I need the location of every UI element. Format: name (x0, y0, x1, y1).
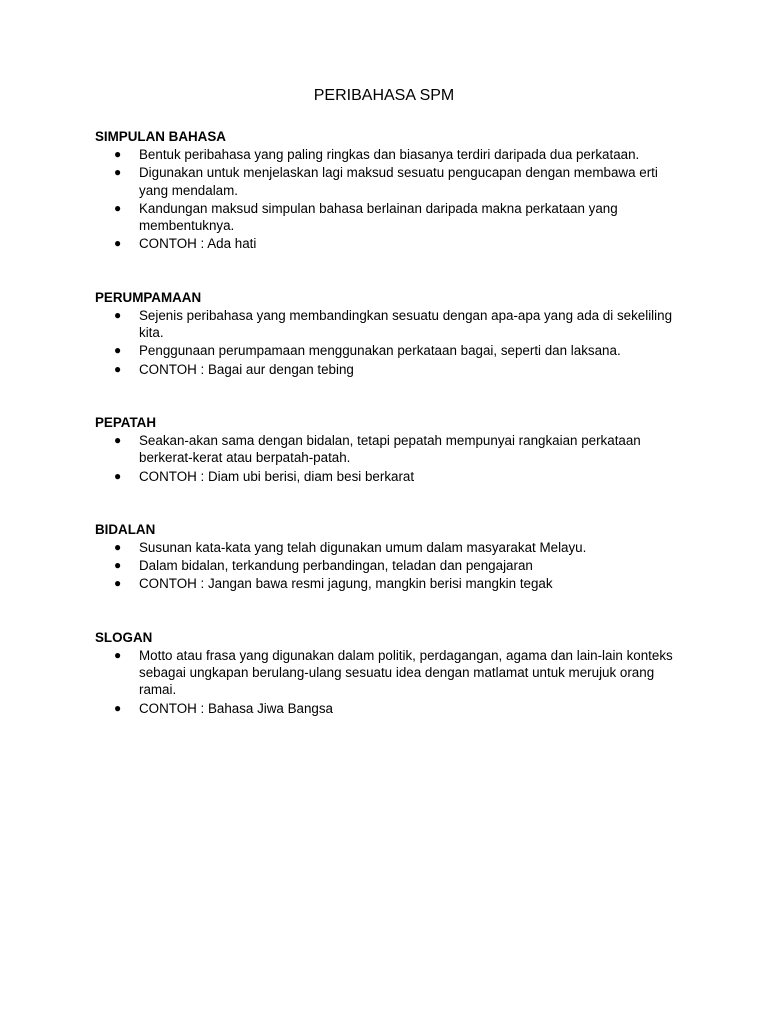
section-heading: SIMPULAN BAHASA (95, 129, 226, 144)
section-pepatah (95, 414, 685, 485)
page-title: PERIBAHASA SPM (313, 87, 455, 104)
bullet-icon: ● (114, 558, 122, 573)
list-item-text: Bentuk peribahasa yang paling ringkas dan biasanya terdiri daripada dua perkataan. (139, 147, 640, 162)
section-heading: PERUMPAMAAN (95, 289, 202, 305)
bullet-icon: ● (114, 700, 122, 715)
list-item-text: Sejenis peribahasa yang membandingkan sesuatu dengan apa-apa yang ada di sekeliling kita. (139, 307, 673, 341)
bullet-icon: ● (114, 361, 122, 376)
bullet-icon: ● (114, 343, 122, 358)
list-item (95, 557, 685, 574)
list-item (95, 200, 685, 235)
bullet-icon: ● (114, 147, 122, 161)
list-item (95, 539, 685, 556)
document-body (95, 128, 685, 753)
list-item (95, 432, 685, 467)
bullet-icon: ● (114, 165, 122, 180)
list-item (95, 647, 685, 699)
list-item-text: CONTOH : Ada hati (139, 236, 257, 252)
section-slogan (95, 629, 685, 717)
bullet-icon: ● (114, 647, 122, 662)
list-item-text: CONTOH : Bahasa Jiwa Bangsa (139, 700, 334, 716)
bullet-list (95, 307, 685, 378)
list-item-text: Digunakan untuk menjelaskan lagi maksud sesuatu pengucapan dengan membawa erti yang mendalam. (139, 165, 658, 198)
list-item (95, 468, 685, 485)
bullet-icon: ● (114, 236, 122, 251)
list-item (95, 146, 685, 163)
list-item-text: Seakan-akan sama dengan bidalan, tetapi pepatah mempunyai rangkaian perkataan berkerat-kerat atau berpatah-patah. (139, 432, 641, 466)
list-item (95, 342, 685, 359)
list-item (95, 307, 685, 342)
section-heading: BIDALAN (95, 521, 156, 537)
bullet-icon: ● (114, 432, 122, 447)
bullet-icon: ● (114, 539, 122, 554)
list-item-text: CONTOH : Bagai aur dengan tebing (139, 361, 354, 377)
list-item-text: Kandungan maksud simpulan bahasa berlainan daripada makna perkataan yang membentuknya. (139, 200, 618, 234)
list-item-text: Susunan kata-kata yang telah digunakan umum dalam masyarakat Melayu. (139, 539, 587, 555)
list-item-text: Penggunaan perumpamaan menggunakan perkataan bagai, seperti dan laksana. (139, 343, 621, 359)
list-item-text: CONTOH : Diam ubi berisi, diam besi berkarat (139, 468, 415, 484)
bullet-list (95, 647, 685, 717)
list-item (95, 700, 685, 717)
list-item (95, 235, 685, 252)
section-heading: SLOGAN (95, 629, 153, 645)
section-perumpamaan (95, 289, 685, 378)
bullet-icon: ● (114, 307, 122, 322)
bullet-list (95, 432, 685, 485)
bullet-icon: ● (114, 468, 122, 483)
list-item-text: Dalam bidalan, terkandung perbandingan, teladan dan pengajaran (139, 558, 533, 574)
bullet-list (95, 146, 685, 253)
bullet-icon: ● (114, 576, 122, 591)
list-item-text: Motto atau frasa yang digunakan dalam politik, perdagangan, agama dan lain-lain konteks sebagai ungkapan berulang-ulang sesuatu idea dengan matlamat untuk merujuk orang ramai. (139, 647, 673, 698)
section-simpulan-bahasa (95, 128, 685, 253)
list-item (95, 164, 685, 199)
bullet-icon: ● (114, 200, 122, 215)
list-item (95, 361, 685, 378)
list-item (95, 575, 685, 592)
section-bidalan (95, 521, 685, 593)
bullet-list (95, 539, 685, 593)
section-heading: PEPATAH (95, 414, 157, 430)
list-item-text: CONTOH : Jangan bawa resmi jagung, mangkin berisi mangkin tegak (139, 576, 553, 592)
